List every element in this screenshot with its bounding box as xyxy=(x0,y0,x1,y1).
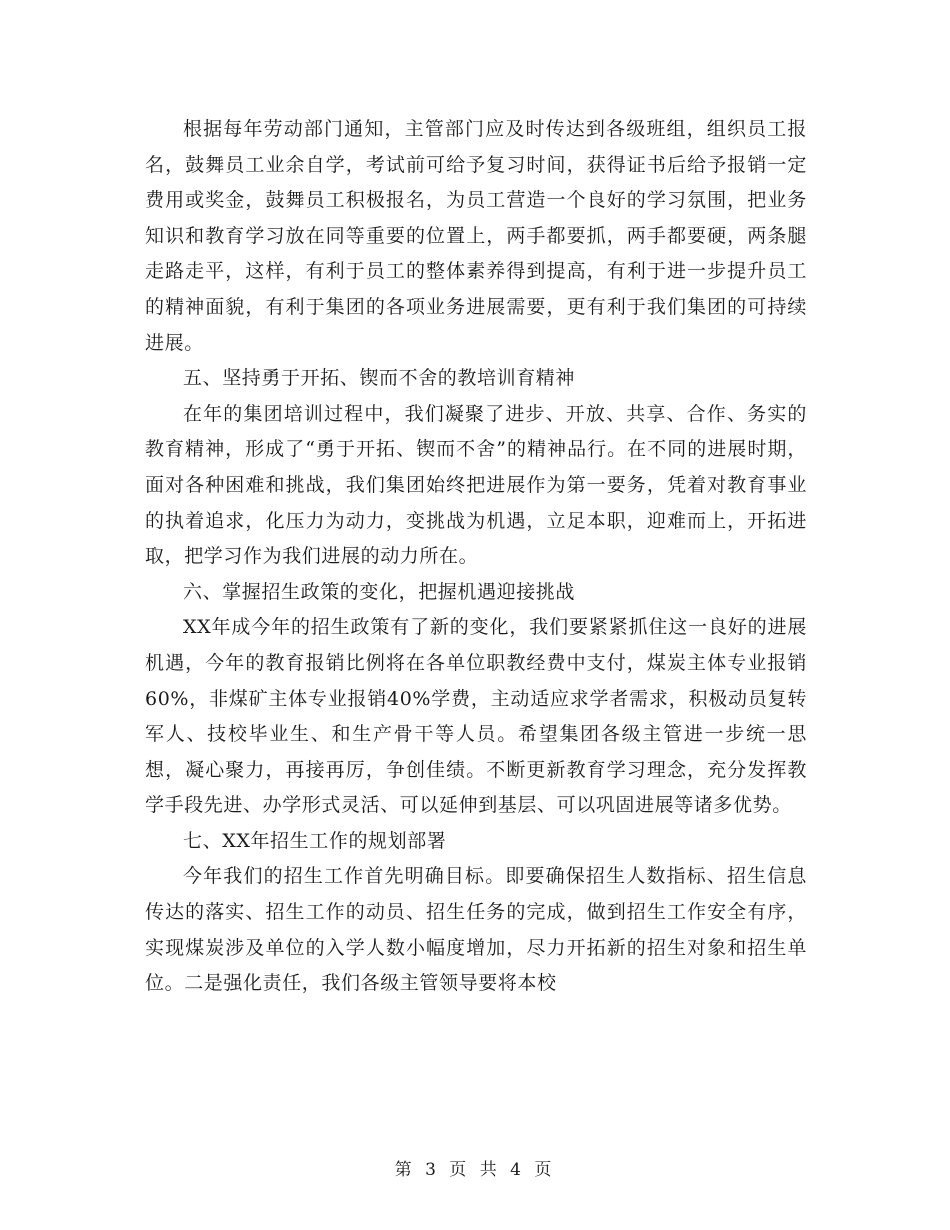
paragraph-enrollment-policy: XX年成今年的招生政策有了新的变化，我们要紧紧抓住这一良好的进展机遇，今年的教育报销比例将在各单位职教经费中支付，煤炭主体专业报销60%，非煤矿主体专业报销40%学费，主动适应求学者需求，积极动员复转军人、技校毕业生、和生产骨干等人员。希望集团各级主管进一步统一思想，凝心聚力，再接再厉，争创佳绩。不断更新教育学习理念，充分发挥教学手段先进、办学形式灵活、可以延伸到基层、可以巩固进展等诸多优势。 xyxy=(145,616,807,817)
page-number-footer: 第 3 页 共 4 页 xyxy=(394,1160,556,1180)
section-heading-6: 六、掌握招生政策的变化，把握机遇迎接挑战 xyxy=(183,580,576,603)
paragraph-enrollment-plan: 今年我们的招生工作首先明确目标。即要确保招生人数指标、招生信息传达的落实、招生工作的动员、招生任务的完成，做到招生工作安全有序，实现煤炭涉及单位的入学人数小幅度增加，尽力开拓新的招生对象和招生单位。二是强化责任，我们各级主管领导要将本校 xyxy=(145,865,807,995)
paragraph-training-reimbursement: 根据每年劳动部门通知，主管部门应及时传达到各级班组，组织员工报名，鼓舞员工业余自学，考试前可给予复习时间，获得证书后给予报销一定费用或奖金，鼓舞员工积极报名，为员工营造一个良好的学习氛围，把业务知识和教育学习放在同等重要的位置上，两手都要抓，两手都要硬，两条腿走路走平，这样，有利于员工的整体素养得到提高，有利于进一步提升员工的精神面貌，有利于集团的各项业务进展需要，更有利于我们集团的可持续进展。 xyxy=(145,118,807,354)
document-body xyxy=(145,112,807,1002)
paragraph-education-spirit: 在年的集团培训过程中，我们凝聚了进步、开放、共享、合作、务实的教育精神，形成了“勇于开拓、锲而不舍”的精神品行。在不同的进展时期，面对各种困难和挑战，我们集团始终把进展作为第一要务，凭着对教育事业的执着追求，化压力为动力，变挑战为机遇，立足本职，迎难而上，开拓进取，把学习作为我们进展的动力所在。 xyxy=(145,402,807,568)
section-heading-5: 五、坚持勇于开拓、锲而不舍的教培训育精神 xyxy=(183,367,576,390)
section-heading-7: 七、XX年招生工作的规划部署 xyxy=(183,829,447,852)
